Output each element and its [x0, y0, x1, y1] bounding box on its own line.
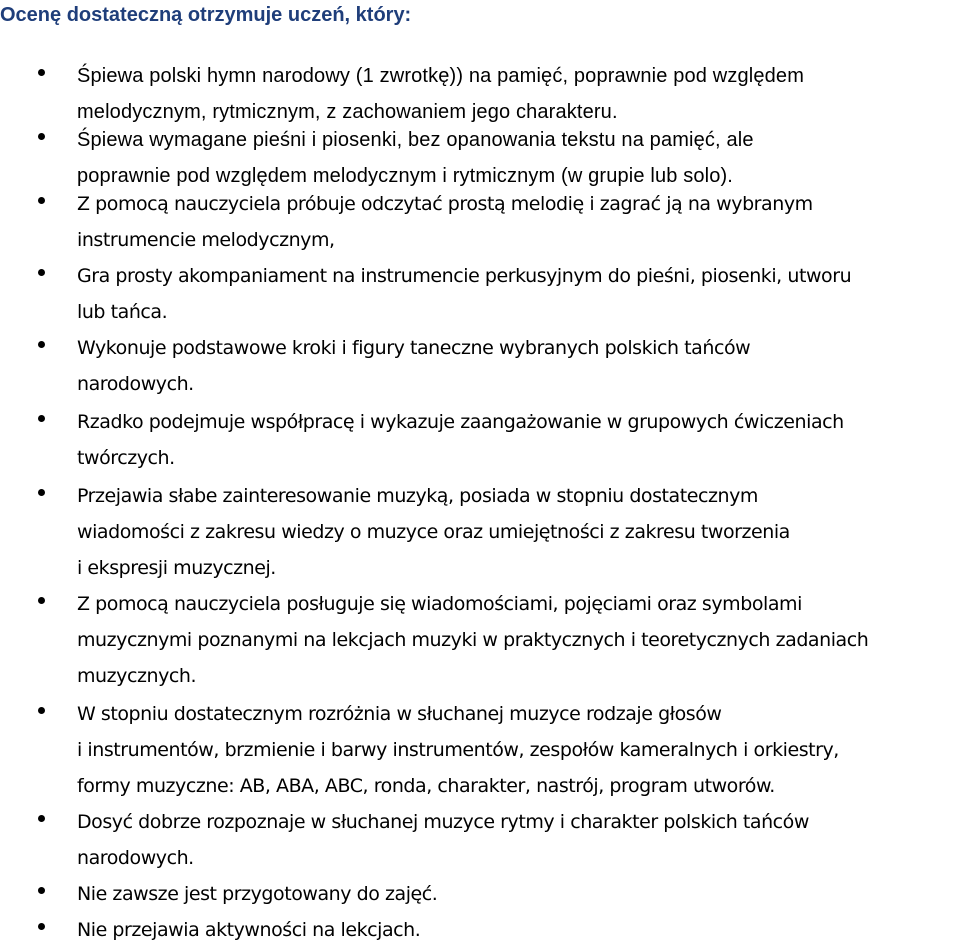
- criteria-item-text: [77, 804, 960, 876]
- criteria-item-text: [77, 404, 960, 476]
- bullet-icon: [38, 269, 45, 276]
- text-line: instrumencie melodycznym,: [77, 229, 335, 251]
- text-line: i instrumentów, brzmienie i barwy instrumentów, zespołów kameralnych i orkiestry,: [77, 739, 839, 761]
- bullet-icon: [38, 887, 45, 894]
- text-line: Śpiewa polski hymn narodowy (1 zwrotkę)) na pamięć, poprawnie pod względem: [77, 65, 804, 87]
- text-line: narodowych.: [77, 847, 194, 869]
- criteria-item-text: [77, 478, 960, 586]
- text-line: Dosyć dobrze rozpoznaje w słuchanej muzyce rytmy i charakter polskich tańców: [77, 811, 809, 833]
- bullet-icon: [38, 597, 45, 604]
- text-line: lub tańca.: [77, 301, 168, 323]
- text-line: W stopniu dostatecznym rozróżnia w słuchanej muzyce rodzaje głosów: [77, 703, 722, 725]
- criteria-item-text: [77, 876, 960, 912]
- text-line: Z pomocą nauczyciela próbuje odczytać prostą melodię i zagrać ją na wybranym: [77, 193, 813, 215]
- text-line: narodowych.: [77, 373, 194, 395]
- text-line: Rzadko podejmuje współpracę i wykazuje zaangażowanie w grupowych ćwiczeniach: [77, 411, 844, 433]
- text-line: formy muzyczne: AB, ABA, ABC, ronda, charakter, nastrój, program utworów.: [77, 775, 775, 797]
- text-line: muzycznymi poznanymi na lekcjach muzyki w praktycznych i teoretycznych zadaniach: [77, 629, 869, 651]
- criteria-item-text: [77, 186, 960, 258]
- text-line: Przejawia słabe zainteresowanie muzyką, posiada w stopniu dostatecznym: [77, 485, 758, 507]
- text-line: Gra prosty akompaniament na instrumencie perkusyjnym do pieśni, piosenki, utworu: [77, 265, 852, 287]
- text-line: Z pomocą nauczyciela posługuje się wiadomościami, pojęciami oraz symbolami: [77, 593, 802, 615]
- page-heading: Ocenę dostateczną otrzymuje uczeń, który:: [0, 4, 412, 26]
- criteria-item-text: [77, 330, 960, 402]
- bullet-icon: [38, 133, 45, 140]
- criteria-item-text: [77, 122, 960, 194]
- criteria-item-text: [77, 912, 960, 948]
- text-line: Nie zawsze jest przygotowany do zajęć.: [77, 883, 438, 905]
- bullet-icon: [38, 707, 45, 714]
- text-line: Śpiewa wymagane pieśni i piosenki, bez opanowania tekstu na pamięć, ale: [77, 129, 754, 151]
- bullet-icon: [38, 69, 45, 76]
- text-line: i ekspresji muzycznej.: [77, 557, 276, 579]
- bullet-icon: [38, 923, 45, 930]
- bullet-icon: [38, 815, 45, 822]
- text-line: Wykonuje podstawowe kroki i figury taneczne wybranych polskich tańców: [77, 337, 751, 359]
- criteria-item-text: [77, 58, 960, 130]
- bullet-icon: [38, 341, 45, 348]
- criteria-item-text: [77, 586, 960, 694]
- criteria-item-text: [77, 258, 960, 330]
- bullet-icon: [38, 415, 45, 422]
- text-line: twórczych.: [77, 447, 175, 469]
- text-line: Nie przejawia aktywności na lekcjach.: [77, 919, 421, 941]
- text-line: melodycznym, rytmicznym, z zachowaniem jego charakteru.: [77, 101, 618, 123]
- text-line: muzycznych.: [77, 665, 197, 687]
- text-line: wiadomości z zakresu wiedzy o muzyce oraz umiejętności z zakresu tworzenia: [77, 521, 790, 543]
- bullet-icon: [38, 489, 45, 496]
- criteria-item-text: [77, 696, 960, 804]
- text-line: poprawnie pod względem melodycznym i rytmicznym (w grupie lub solo).: [77, 165, 734, 187]
- bullet-icon: [38, 197, 45, 204]
